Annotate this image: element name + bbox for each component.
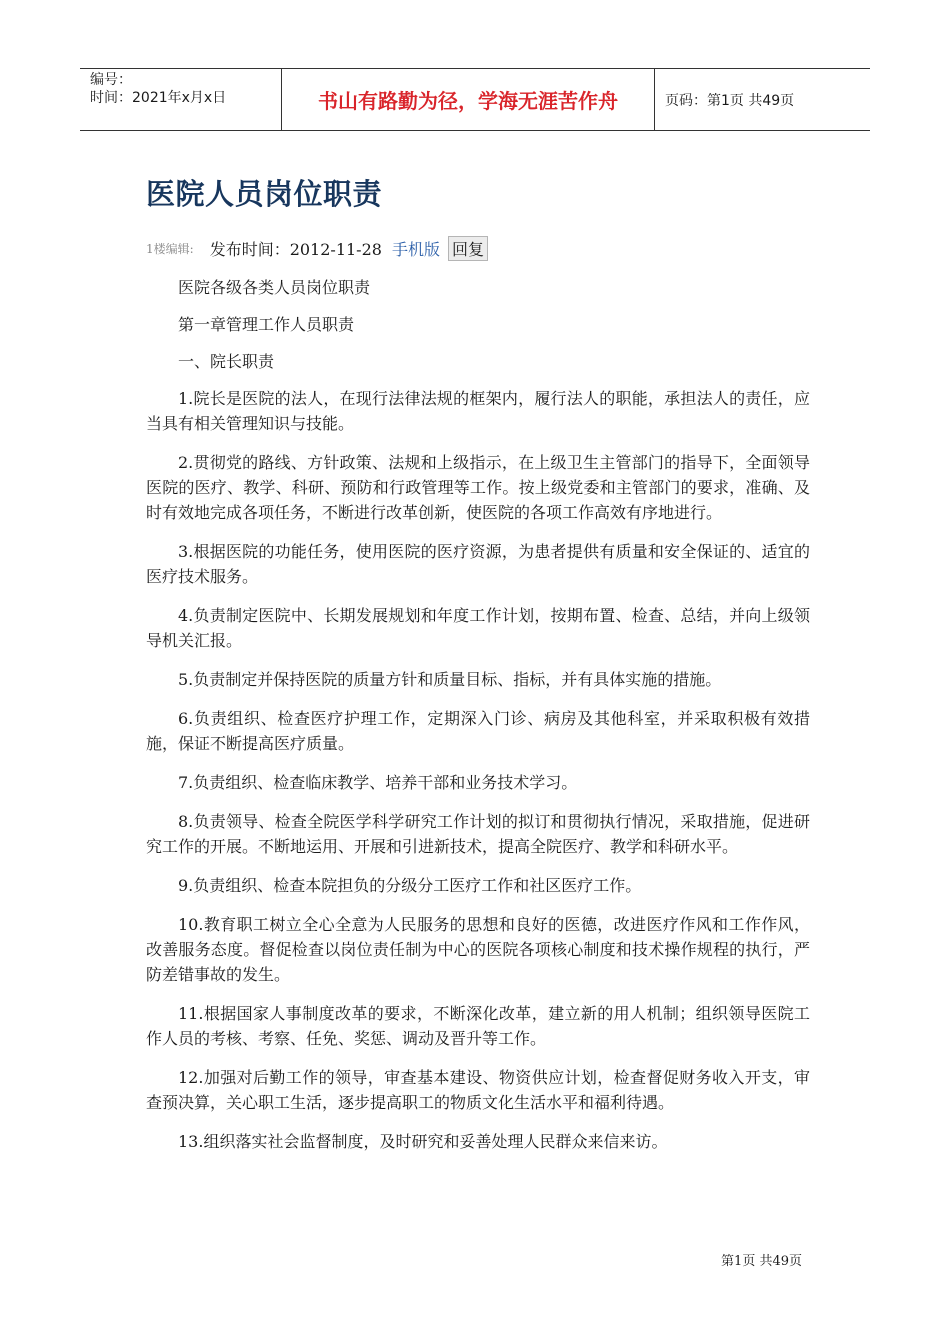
header-table <box>80 68 870 131</box>
document-body <box>146 275 810 1168</box>
paragraph: 2.贯彻党的路线、方针政策、法规和上级指示，在上级卫生主管部门的指导下，全面领导医院的医疗、教学、科研、预防和行政管理等工作。按上级党委和主管部门的要求，准确、及时有效地完成各项任务，不断进行改革创新，使医院的各项工作高效有序地进行。 <box>146 453 810 522</box>
paragraph: 3.根据医院的功能任务，使用医院的医疗资源，为患者提供有质量和安全保证的、适宜的医疗技术服务。 <box>146 542 810 586</box>
footer-page-number: 第1页 共49页 <box>721 1254 802 1269</box>
paragraph: 11.根据国家人事制度改革的要求，不断深化改革，建立新的用人机制；组织领导医院工作人员的考核、考察、任免、奖惩、调动及晋升等工作。 <box>146 1004 810 1048</box>
chapter-heading: 第一章管理工作人员职责 <box>178 315 355 334</box>
number-label: 编号： <box>90 72 132 88</box>
floor-label: 1楼编辑: <box>146 242 194 256</box>
page-title: 医院人员岗位职责 <box>146 177 383 211</box>
paragraph: 1.院长是医院的法人，在现行法律法规的框架内，履行法人的职能，承担法人的责任，应当具有相关管理知识与技能。 <box>146 389 810 433</box>
paragraph: 9.负责组织、检查本院担负的分级分工医疗工作和社区医疗工作。 <box>178 876 642 895</box>
paragraph: 7.负责组织、检查临床教学、培养干部和业务技术学习。 <box>178 773 578 792</box>
section-heading: 一、院长职责 <box>178 352 275 371</box>
header-motto: 书山有路勤为径，学海无涯苦作舟 <box>282 69 655 130</box>
header-info-cell <box>80 69 282 130</box>
paragraph: 12.加强对后勤工作的领导，审查基本建设、物资供应计划，检查督促财务收入开支，审查预决算，关心职工生活，逐步提高职工的物质文化生活水平和福利待遇。 <box>146 1068 810 1112</box>
paragraph: 5.负责制定并保持医院的质量方针和质量目标、指标，并有具体实施的措施。 <box>178 670 722 689</box>
reply-button[interactable]: 回复 <box>448 236 488 261</box>
doc-title: 医院各级各类人员岗位职责 <box>178 278 371 297</box>
paragraph: 8.负责领导、检查全院医学科学研究工作计划的拟订和贯彻执行情况，采取措施，促进研究工作的开展。不断地运用、开展和引进新技术，提高全院医疗、教学和科研水平。 <box>146 812 810 856</box>
paragraph: 10.教育职工树立全心全意为人民服务的思想和良好的医德，改进医疗作风和工作作风，改善服务态度。督促检查以岗位责任制为中心的医院各项核心制度和技术操作规程的执行，严防差错事故的发生。 <box>146 915 810 984</box>
paragraph: 4.负责制定医院中、长期发展规划和年度工作计划，按期布置、检查、总结，并向上级领导机关汇报。 <box>146 606 810 650</box>
post-meta <box>146 236 488 261</box>
header-page-label: 页码：第1页 共49页 <box>665 92 795 109</box>
mobile-version-link[interactable]: 手机版 <box>391 240 440 259</box>
time-label: 时间：2021年x月x日 <box>90 90 227 106</box>
publish-date: 发布时间：2012-11-28 <box>209 240 382 259</box>
paragraph: 13.组织落实社会监督制度，及时研究和妥善处理人民群众来信来访。 <box>178 1132 668 1151</box>
paragraph: 6.负责组织、检查医疗护理工作，定期深入门诊、病房及其他科室，并采取积极有效措施，保证不断提高医疗质量。 <box>146 709 810 753</box>
